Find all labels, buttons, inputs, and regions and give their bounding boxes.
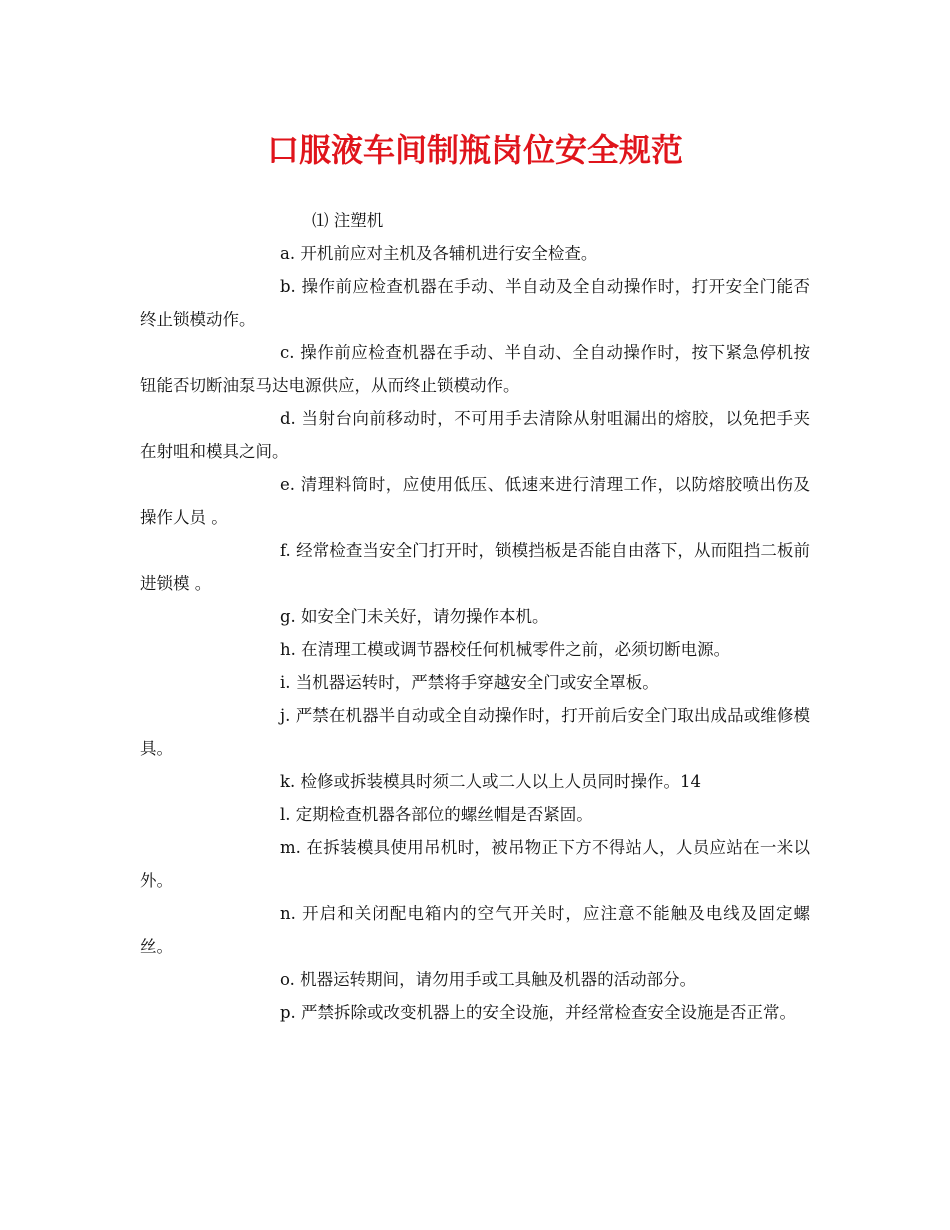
document-body: [140, 204, 810, 1029]
section-heading: ⑴ 注塑机: [312, 211, 384, 230]
rule-item-l: l. 定期检查机器各部位的螺丝帽是否紧固。: [280, 805, 593, 824]
rule-item-n: n. 开启和关闭配电箱内的空气开关时，应注意不能触及电线及固定螺丝。: [140, 904, 810, 956]
rule-item-m: m. 在拆装模具使用吊机时，被吊物正下方不得站人，人员应站在一米以外。: [140, 838, 810, 890]
rule-item-e: e. 清理料筒时，应使用低压、低速来进行清理工作，以防熔胶喷出伤及操作人员 。: [140, 475, 810, 527]
rule-item-j: j. 严禁在机器半自动或全自动操作时，打开前后安全门取出成品或维修模具。: [140, 706, 810, 758]
rule-item-o: o. 机器运转期间，请勿用手或工具触及机器的活动部分。: [280, 970, 697, 989]
rule-item-f: f. 经常检查当安全门打开时，锁模挡板是否能自由落下，从而阻挡二板前进锁模 。: [140, 541, 810, 593]
rule-item-a: a. 开机前应对主机及各辅机进行安全检查。: [280, 244, 598, 263]
rule-item-p: p. 严禁拆除或改变机器上的安全设施，并经常检查安全设施是否正常。: [280, 1003, 797, 1022]
document-title: 口服液车间制瓶岗位安全规范: [266, 131, 683, 169]
rule-item-b: b. 操作前应检查机器在手动、半自动及全自动操作时，打开安全门能否终止锁模动作。: [140, 277, 810, 329]
rule-item-k: k. 检修或拆装模具时须二人或二人以上人员同时操作。14: [280, 772, 701, 791]
rule-item-h: h. 在清理工模或调节器校任何机械零件之前，必须切断电源。: [280, 640, 731, 659]
rule-item-d: d. 当射台向前移动时，不可用手去清除从射咀漏出的熔胶，以免把手夹在射咀和模具之间。: [140, 409, 810, 461]
rule-item-i: i. 当机器运转时，严禁将手穿越安全门或安全罩板。: [280, 673, 659, 692]
rule-item-g: g. 如安全门未关好，请勿操作本机。: [280, 607, 549, 626]
rule-item-c: c. 操作前应检查机器在手动、半自动、全自动操作时，按下紧急停机按钮能否切断油泵马达电源供应，从而终止锁模动作。: [140, 343, 810, 395]
